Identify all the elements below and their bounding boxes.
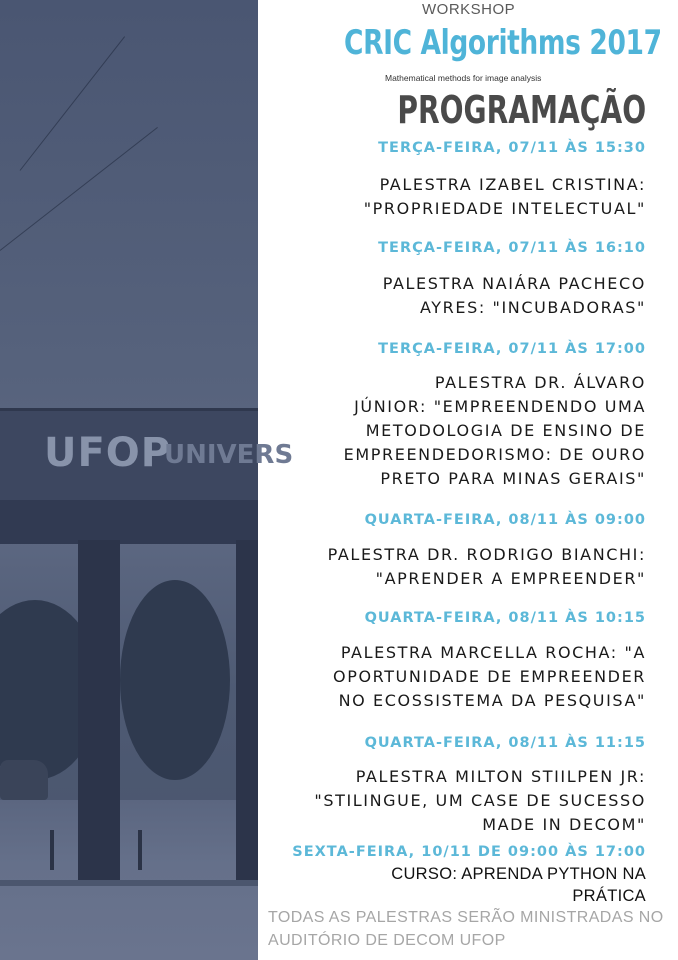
gate-canopy-underside <box>0 500 258 544</box>
ufop-sign-text: UFOP <box>44 430 172 476</box>
parked-car <box>0 760 48 800</box>
talk-line: EMPREENDEDORISMO: DE OURO <box>343 445 646 464</box>
talk-line: "APRENDER A EMPREENDER" <box>375 569 646 588</box>
session-talk <box>266 173 646 221</box>
talk-line: PALESTRA MILTON STIILPEN JR: <box>355 767 646 786</box>
session-talk <box>266 765 646 837</box>
talk-line: MADE IN DECOM" <box>482 815 646 834</box>
course-title <box>346 863 646 907</box>
program-heading: PROGRAMAÇÃO <box>397 88 646 132</box>
course-datetime: SEXTA-FEIRA, 10/11 DE 09:00 ÀS 17:00 <box>292 844 646 860</box>
gate-pillar <box>78 540 120 880</box>
talk-line: "PROPRIEDADE INTELECTUAL" <box>363 199 646 218</box>
session-datetime: TERÇA-FEIRA, 07/11 ÀS 16:10 <box>378 240 646 256</box>
university-sign-text: UNIVERS <box>164 440 294 470</box>
power-line <box>20 36 125 171</box>
fence-post <box>138 830 142 870</box>
course-line: PRÁTICA <box>572 887 646 905</box>
tree <box>120 580 230 780</box>
background-photo <box>0 0 294 960</box>
talk-line: PALESTRA NAIÁRA PACHECO <box>382 274 646 293</box>
session-talk <box>266 371 646 491</box>
course-line: CURSO: APRENDA PYTHON NA <box>391 865 646 883</box>
event-title: CRIC Algorithms 2017 <box>344 23 662 63</box>
session-datetime: QUARTA-FEIRA, 08/11 ÀS 11:15 <box>364 735 646 751</box>
gate-pillar <box>236 540 258 880</box>
talk-line: PALESTRA IZABEL CRISTINA: <box>379 175 646 194</box>
venue-note-line: TODAS AS PALESTRAS SERÃO MINISTRADAS NO <box>268 909 664 926</box>
session-datetime: QUARTA-FEIRA, 08/11 ÀS 10:15 <box>364 610 646 626</box>
talk-line: PALESTRA MARCELLA ROCHA: "A <box>340 643 646 662</box>
program-column <box>262 0 662 960</box>
talk-line: "STILINGUE, UM CASE DE SUCESSO <box>314 791 646 810</box>
talk-line: PALESTRA DR. RODRIGO BIANCHI: <box>327 545 646 564</box>
power-line <box>0 127 158 251</box>
session-talk <box>266 272 646 320</box>
workshop-label: WORKSHOP <box>422 1 516 18</box>
fence-post <box>50 830 54 870</box>
event-subtitle: Mathematical methods for image analysis <box>385 73 542 83</box>
talk-line: NO ECOSSISTEMA DA PESQUISA" <box>338 691 646 710</box>
session-datetime: TERÇA-FEIRA, 07/11 ÀS 15:30 <box>378 140 646 156</box>
venue-note-line: AUDITÓRIO DE DECOM UFOP <box>268 932 506 949</box>
session-datetime: QUARTA-FEIRA, 08/11 ÀS 09:00 <box>364 512 646 528</box>
talk-line: METODOLOGIA DE ENSINO DE <box>365 421 646 440</box>
talk-line: AYRES: "INCUBADORAS" <box>419 298 646 317</box>
talk-line: PRETO PARA MINAS GERAIS" <box>380 469 646 488</box>
session-talk <box>266 641 646 713</box>
road <box>0 880 258 886</box>
talk-line: JÚNIOR: "EMPREENDENDO UMA <box>354 397 646 416</box>
talk-line: OPORTUNIDADE DE EMPREENDER <box>333 667 646 686</box>
talk-line: PALESTRA DR. ÁLVARO <box>434 373 646 392</box>
session-talk <box>266 543 646 591</box>
session-datetime: TERÇA-FEIRA, 07/11 ÀS 17:00 <box>378 341 646 357</box>
venue-note <box>268 906 678 952</box>
